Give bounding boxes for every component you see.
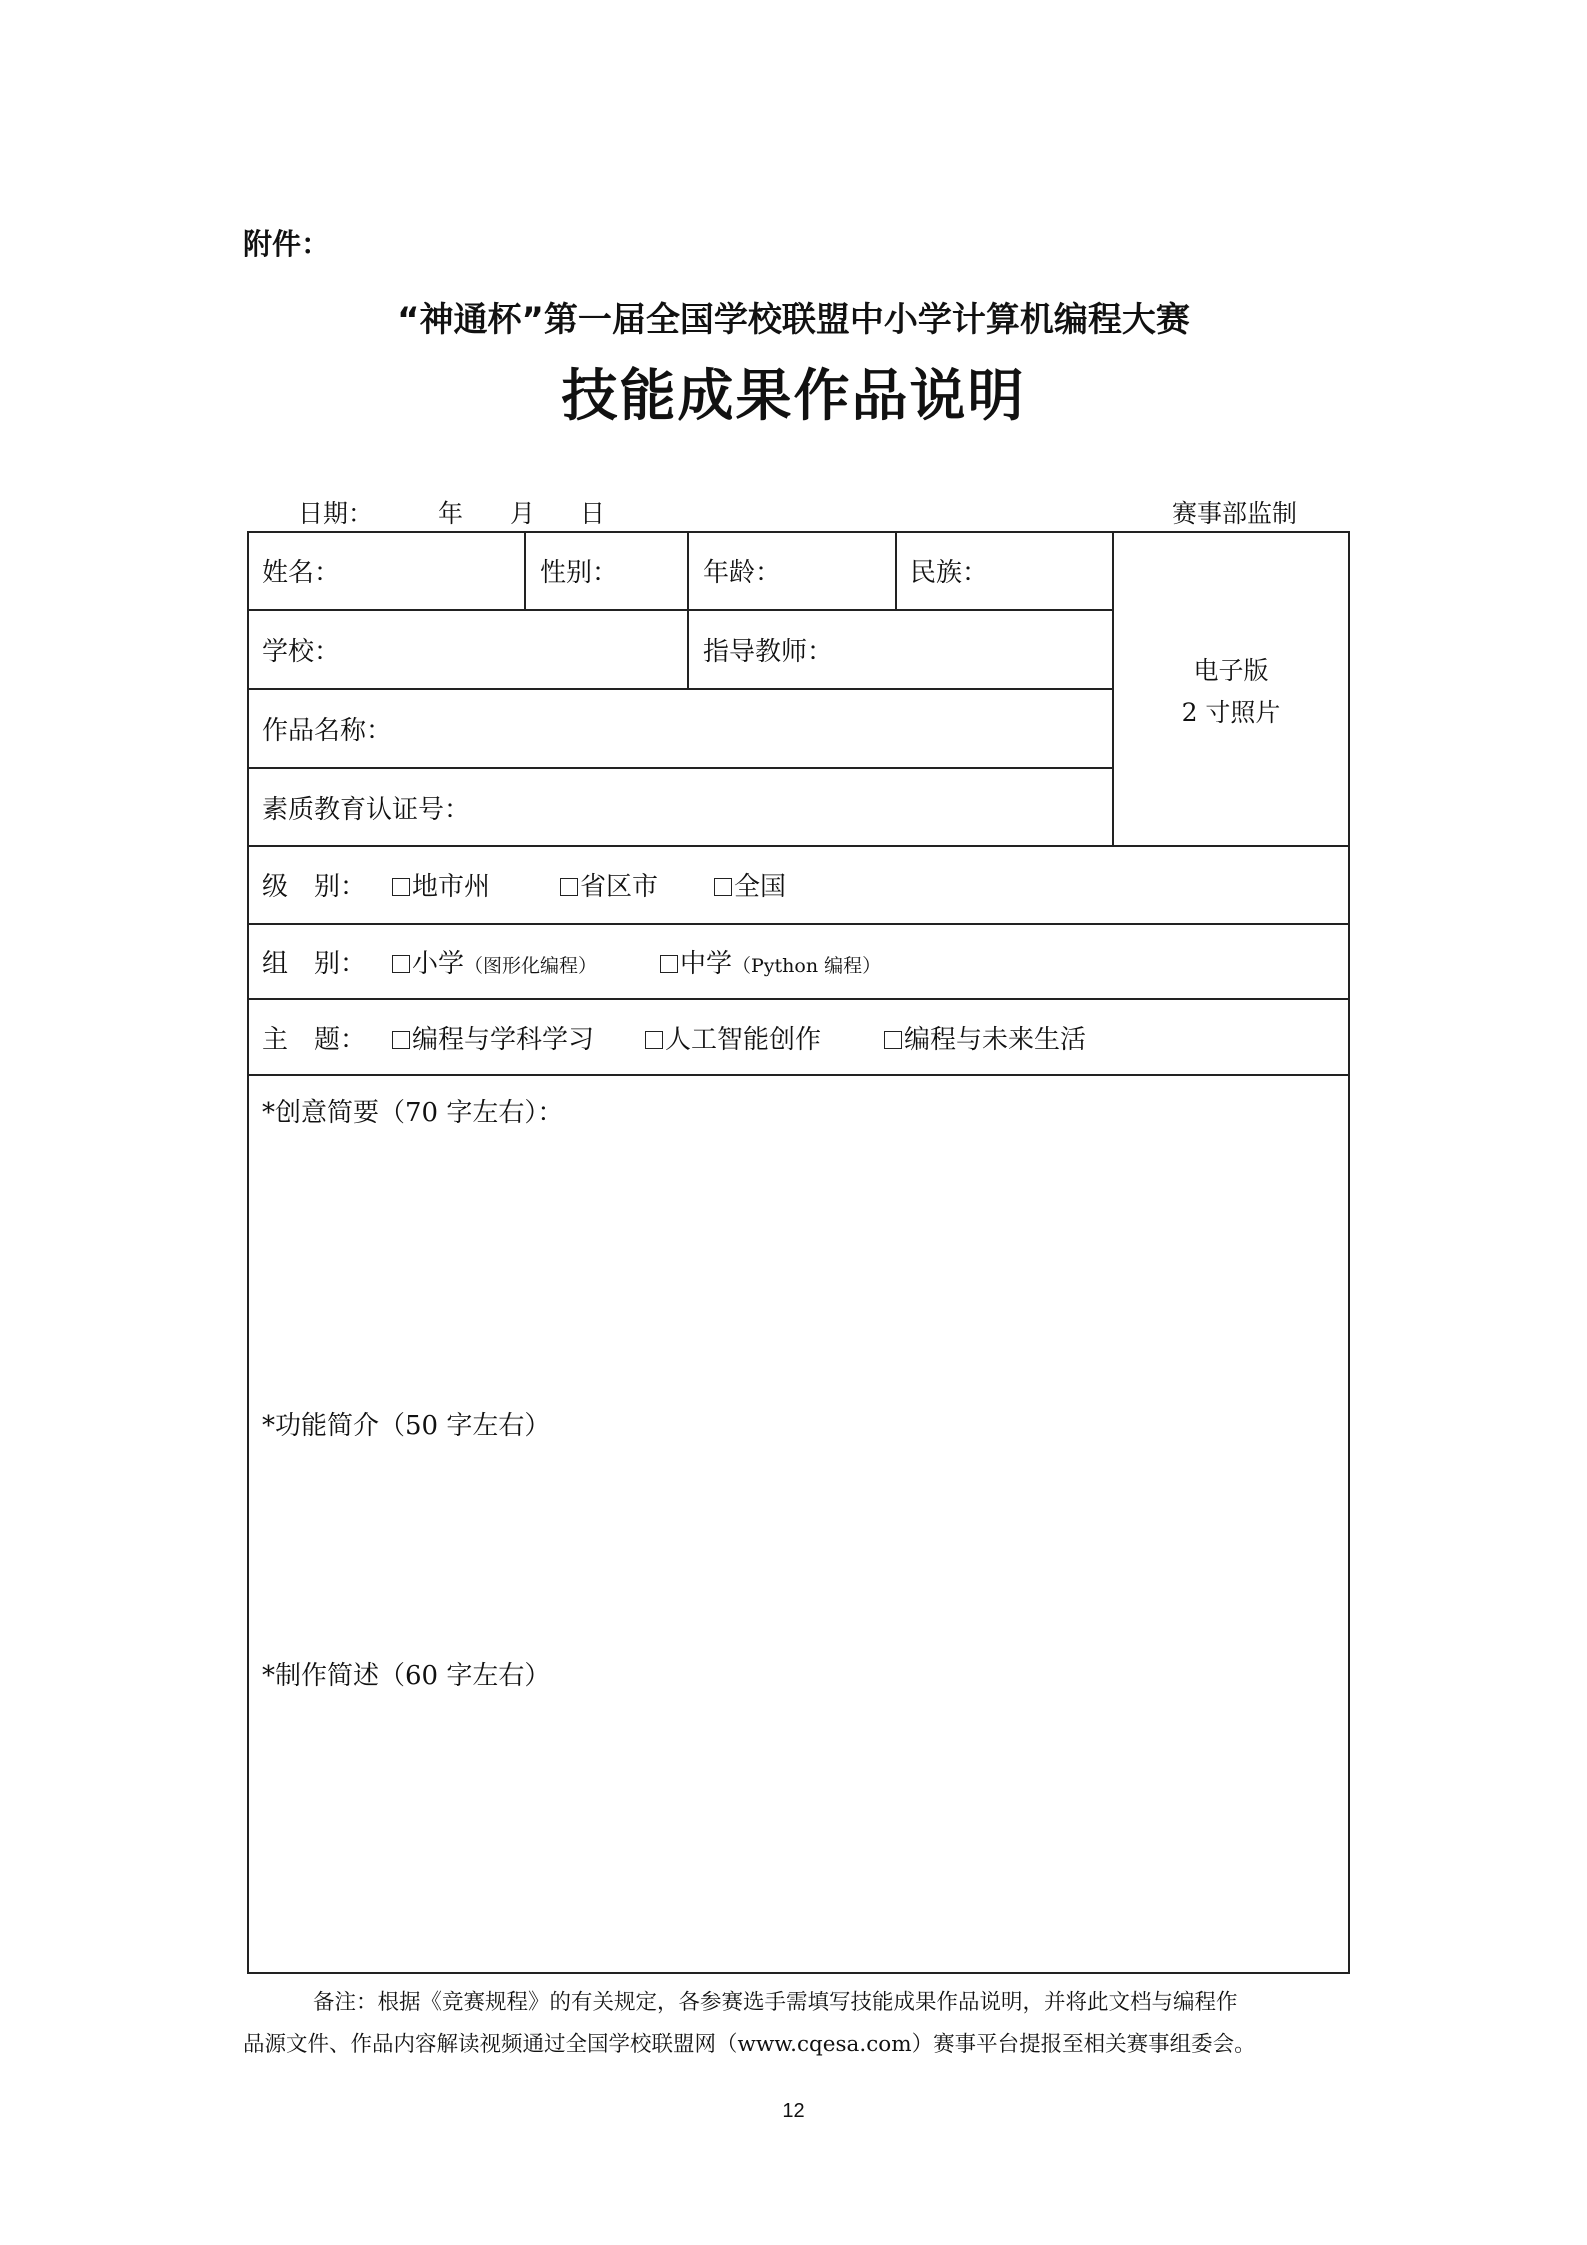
level-option-national[interactable]: 全国 (714, 866, 786, 903)
group-option-secondary[interactable]: 中学（Python 编程） (660, 943, 881, 980)
checkbox-icon[interactable] (660, 955, 678, 973)
cert-number-field-label: 素质教育认证号： (262, 795, 471, 825)
theme-label: 主 题： (262, 1025, 367, 1055)
theme-option-learning[interactable]: 编程与学科学习 (392, 1019, 594, 1056)
gender-field-label: 性别： (540, 558, 619, 588)
checkbox-icon[interactable] (884, 1031, 902, 1049)
theme-option-future[interactable]: 编程与未来生活 (884, 1019, 1086, 1056)
production-desc-label: *制作简述（60 字左右） (262, 1661, 551, 1691)
date-year: 年 (438, 499, 464, 528)
level-option-city[interactable]: 地市州 (392, 866, 490, 903)
work-name-field-label: 作品名称： (262, 716, 393, 746)
date-label: 日期： (298, 499, 374, 528)
checkbox-icon[interactable] (392, 955, 410, 973)
footer-note-line2: 品源文件、作品内容解读视频通过全国学校联盟网（www.cqesa.com）赛事平台提报至相关赛事组委会。 (243, 2032, 1256, 2057)
group-option-primary[interactable]: 小学（图形化编程） (392, 943, 597, 980)
theme-option-ai[interactable]: 人工智能创作 (645, 1019, 821, 1056)
attachment-label: 附件： (243, 227, 331, 261)
checkbox-icon[interactable] (560, 878, 578, 896)
ethnicity-field-label: 民族： (910, 558, 989, 588)
checkbox-icon[interactable] (392, 1031, 410, 1049)
photo-label-line2: 2 寸照片 (1181, 698, 1281, 727)
form-subtitle: “神通杯”第一届全国学校联盟中小学计算机编程大赛 (397, 300, 1190, 340)
level-option-province[interactable]: 省区市 (560, 866, 658, 903)
function-intro-label: *功能简介（50 字左右） (262, 1411, 551, 1441)
form-title: 技能成果作品说明 (561, 364, 1026, 429)
supervisor-label: 赛事部监制 (1172, 499, 1298, 528)
footer-note-line1: 备注：根据《竞赛规程》的有关规定，各参赛选手需填写技能成果作品说明，并将此文档与编程作 (313, 1990, 1238, 2015)
date-month: 月 (510, 499, 536, 528)
age-field-label: 年龄： (703, 558, 782, 588)
group-label: 组 别： (262, 949, 367, 979)
photo-placeholder (1113, 532, 1349, 844)
checkbox-icon[interactable] (392, 878, 410, 896)
name-field-label: 姓名： (262, 558, 341, 588)
date-day: 日 (580, 499, 606, 528)
creative-summary-label: *创意简要（70 字左右）： (262, 1098, 564, 1128)
school-field-label: 学校： (262, 637, 341, 667)
photo-label-line1: 电子版 (1193, 656, 1269, 685)
checkbox-icon[interactable] (645, 1031, 663, 1049)
page-number: 12 (782, 2100, 805, 2122)
level-label: 级 别： (262, 872, 367, 902)
instructor-field-label: 指导教师： (703, 637, 834, 667)
checkbox-icon[interactable] (714, 878, 732, 896)
